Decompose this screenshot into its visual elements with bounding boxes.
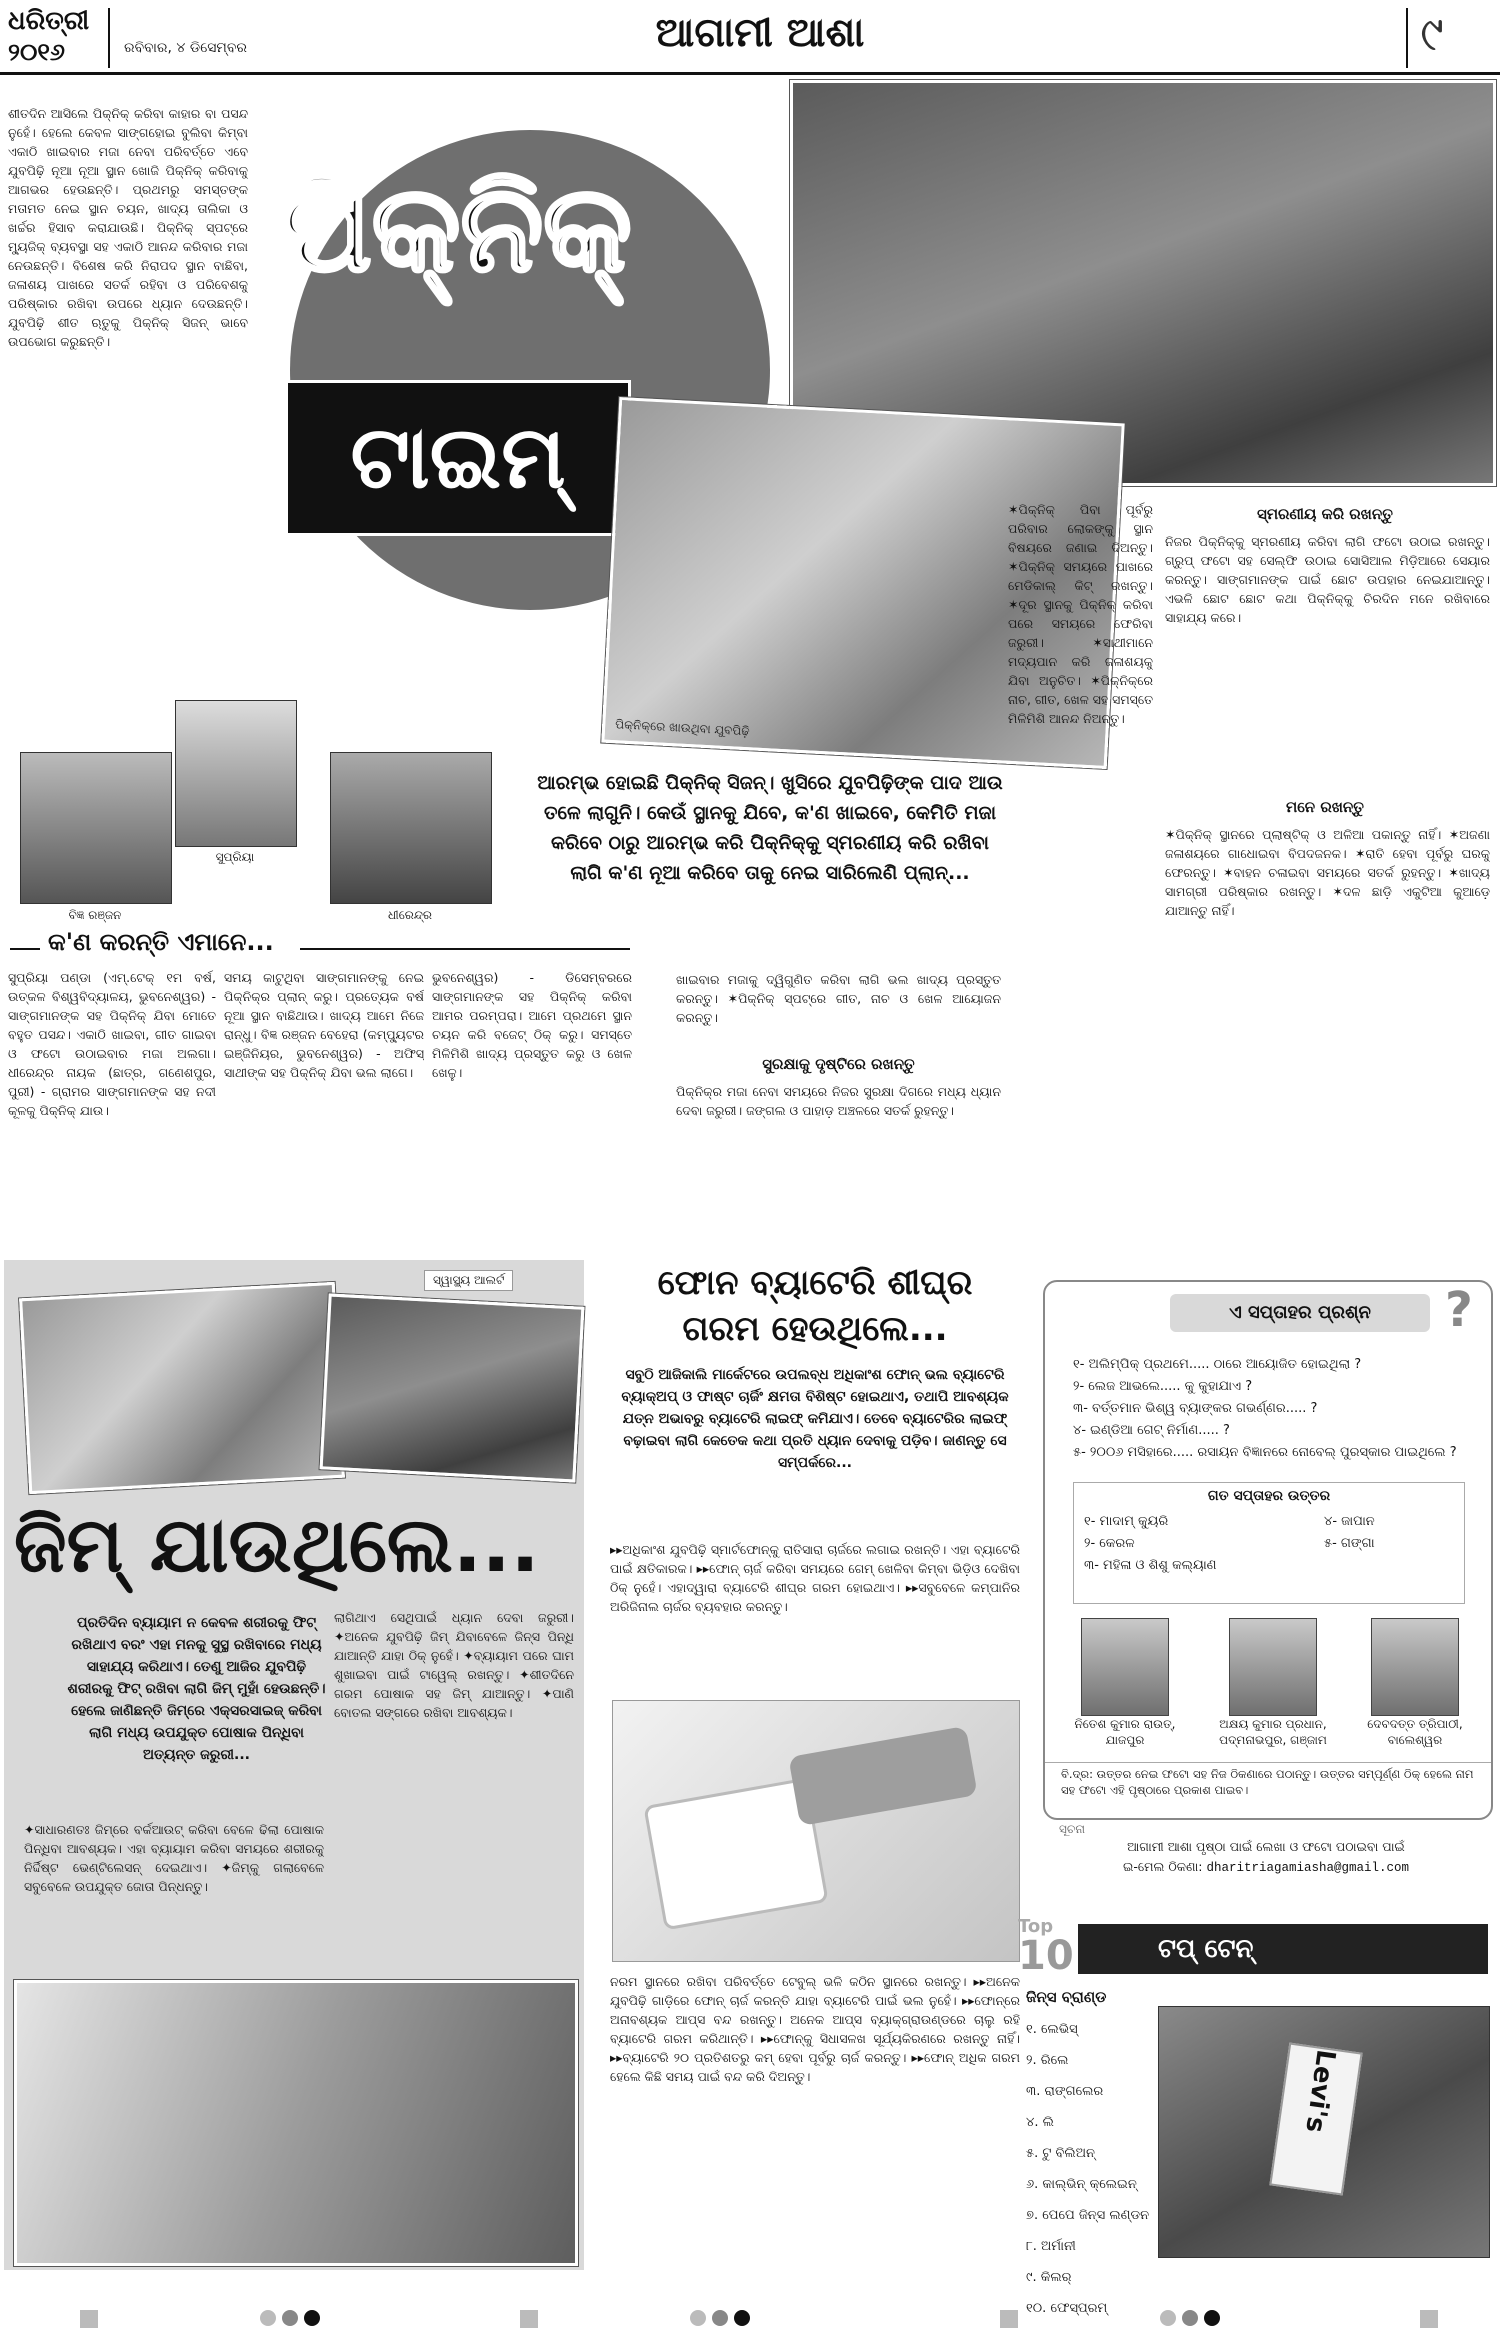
quiz-question: ୫- ୨୦୦୬ ମସିହାରେ..... ରସାୟନ ବିଜ୍ଞାନରେ ନୋବେଲ୍ ପୁରସ୍କାର ପାଇଥିଲେ ?	[1073, 1445, 1457, 1460]
gym-photo-weights	[320, 1293, 585, 1482]
logo-name: ଧରିତ୍ରୀ	[8, 6, 90, 36]
top10-item: ୪. ଲି	[1026, 2115, 1054, 2130]
top10-item: ୧୦. ଫେସ୍‌ପ୍ରମ୍	[1026, 2301, 1108, 2316]
picnic-body-col1: ଶୀତଦିନ ଆସିଲେ ପିକ୍‌ନିକ୍ କରିବା କାହାର ବା ପସନ୍ଦ ନୁହେଁ। ହେଲେ କେବଳ ସାଙ୍ଗହୋଇ ବୁଲିବା କିମ୍ବା ଏକାଠି ଖାଇବାର ମଜା ନେବା ପରିବର୍ତ୍ତେ ଏବେ ଯୁବପିଢ଼ି ନୂଆ ନୂଆ ସ୍ଥାନ ଖୋଜି ପିକ୍‌ନିକ୍ କରିବାକୁ ଆଗଭର ହେଉଛନ୍ତି। ପ୍ରଥମରୁ ସମସ୍ତଙ୍କ ମତାମତ ନେଇ ସ୍ଥାନ ଚୟନ, ଖାଦ୍ୟ ତାଲିକା ଓ ଖର୍ଚ୍ଚର ହିସାବ କରାଯାଉଛି। ପିକ୍‌ନିକ୍ ସ୍ପଟ୍‌ରେ ମ୍ୟୁଜିକ୍ ବ୍ୟବସ୍ଥା ସହ ଏକାଠି ଆନନ୍ଦ କରିବାର ମଜା ନେଉଛନ୍ତି। ବିଶେଷ କରି ନିରାପଦ ସ୍ଥାନ ବାଛିବା, ଜଳାଶୟ ପାଖରେ ସତର୍କ ରହିବା ଓ ପରିବେଶକୁ ପରିଷ୍କାର ରଖିବା ଉପରେ ଧ୍ୟାନ ଦେଉଛନ୍ତି। ଯୁବପିଢ଼ି ଶୀତ ଋତୁକୁ ପିକ୍‌ନିକ୍ ସିଜନ୍ ଭାବେ ଉପଭୋଗ କରୁଛନ୍ତି।	[8, 106, 248, 349]
issue-date: ରବିବାର, ୪ ଡିସେମ୍ବର	[124, 40, 247, 56]
picnic-title-line1: ପିକ୍‌ନିକ୍	[282, 160, 632, 299]
phone-body-top: ▸▸ଅଧିକାଂଶ ଯୁବପିଢ଼ି ସ୍ମାର୍ଟଫୋନ୍‌କୁ ରାତିସାରା ଚାର୍ଜରେ ଲଗାଇ ରଖନ୍ତି। ଏହା ବ୍ୟାଟେରି ପାଇଁ କ୍ଷତିକାରକ। ▸▸ଫୋନ୍ ଚାର୍ଜ କରିବା ସମୟରେ ଗେମ୍ ଖେଳିବା କିମ୍ବା ଭିଡ଼ିଓ ଦେଖିବା ଠିକ୍ ନୁହେଁ। ଏହାଦ୍ୱାରା ବ୍ୟାଟେରି ଶୀଘ୍ର ଗରମ ହୋଇଥାଏ। ▸▸ସବୁବେଳେ କମ୍ପାନିର ଅରିଜିନାଲ ଚାର୍ଜର ବ୍ୟବହାର କରନ୍ତୁ।	[610, 1542, 1020, 1614]
phone-charger-photo	[612, 1700, 1020, 1962]
profiles-body-col4b: ପିକ୍‌ନିକ୍‌ର ମଜା ନେବା ସମୟରେ ନିଜର ସୁରକ୍ଷା ଦିଗରେ ମଧ୍ୟ ଧ୍ୟାନ ଦେବା ଜରୁରୀ। ଜଙ୍ଗଲ ଓ ପାହାଡ଼ ଅଞ୍ଚଳରେ ସତର୍କ ରୁହନ୍ତୁ।	[676, 1084, 1001, 1118]
levis-tag	[1269, 2043, 1362, 2196]
page-number: ୯	[1420, 6, 1444, 62]
quiz-panel	[1043, 1280, 1493, 1820]
email-address[interactable]: dharitriagamiasha@gmail.com	[1206, 1861, 1409, 1875]
logo-year: ୨୦୧୬	[8, 38, 65, 66]
winner-place: ଯାଜପୁର	[1105, 1733, 1145, 1747]
profile-name-2: ସୁପ୍ରିୟା	[215, 850, 255, 864]
top10-badge-num: 10	[1018, 1933, 1074, 1979]
question-mark-icon: ?	[1445, 1282, 1473, 1338]
picnic-body-col4: ✶ପିକ୍‌ନିକ୍ ସ୍ଥାନରେ ପ୍ଲାଷ୍ଟିକ୍ ଓ ଅଳିଆ ପକାନ୍ତୁ ନାହିଁ। ✶ଅଜଣା ଜଳାଶୟରେ ଗାଧୋଇବା ବିପଦଜନକ। ✶ରାତି ହେବା ପୂର୍ବରୁ ଘରକୁ ଫେରନ୍ତୁ। ✶ବାହନ ଚଳାଇବା ସମୟରେ ସତର୍କ ରୁହନ୍ତୁ। ✶ଖାଦ୍ୟ ସାମଗ୍ରୀ ପରିଷ୍କାର ରଖନ୍ତୁ। ✶ଦଳ ଛାଡ଼ି ଏକୁଟିଆ କୁଆଡ଼େ ଯାଆନ୍ତୁ ନାହିଁ।	[1165, 827, 1490, 918]
top10-item: ୮. ଅର୍ମାନୀ	[1026, 2239, 1076, 2254]
winner-1	[1065, 1618, 1185, 1748]
gym-body-col2: ଲାଗିଥାଏ ସେଥିପାଇଁ ଧ୍ୟାନ ଦେବା ଜରୁରୀ। ✦ଅନେକ ଯୁବପିଢ଼ି ଜିମ୍ ଯିବାବେଳେ ଜିନ୍ସ ପିନ୍ଧି ଯାଆନ୍ତି ଯାହା ଠିକ୍ ନୁହେଁ। ✦ବ୍ୟାୟାମ ପରେ ଘାମ ଶୁଖାଇବା ପାଇଁ ଟାୱେଲ୍ ରଖନ୍ତୁ। ✦ଶୀତଦିନେ ଗରମ ପୋଷାକ ସହ ଜିମ୍ ଯାଆନ୍ତୁ। ✦ପାଣି ବୋତଲ ସଙ୍ଗରେ ରଖିବା ଆବଶ୍ୟକ।	[334, 1610, 574, 1720]
subhead-mind: ମନେ ରଖନ୍ତୁ	[1286, 798, 1364, 816]
winner-3	[1355, 1618, 1475, 1748]
top10-title-bar	[1078, 1924, 1488, 1974]
answers-title: ଗତ ସପ୍ତାହର ଉତ୍ତର	[1207, 1488, 1331, 1504]
gym-intro: ପ୍ରତିଦିନ ବ୍ୟାୟାମ ନ କେବଳ ଶରୀରକୁ ଫିଟ୍ ରଖିଥାଏ ବରଂ ଏହା ମନକୁ ସୁସ୍ଥ ରଖିବାରେ ମଧ୍ୟ ସାହାଯ୍ୟ କରିଥାଏ। ତେଣୁ ଆଜିର ଯୁବପିଢ଼ି ଶରୀରକୁ ଫିଟ୍ ରଖିବା ଲାଗି ଜିମ୍ ମୁହାଁ ହେଉଛନ୍ତି। ହେଲେ ଜାଣିଛନ୍ତି ଜିମ୍‌ରେ ଏକ୍ସରସାଇଜ୍ କରିବା ଲାଗି ମଧ୍ୟ ଉପଯୁକ୍ତ ପୋଷାକ ପିନ୍ଧିବା ଅତ୍ୟନ୍ତ ଜରୁରୀ...	[67, 1615, 326, 1763]
profiles-section	[0, 700, 1008, 1230]
profiles-body-col1: ସୁପ୍ରିୟା ପଣ୍ଡା (ଏମ୍.ଟେକ୍ ୧ମ ବର୍ଷ, ଉତ୍କଳ ବିଶ୍ୱବିଦ୍ୟାଳୟ, ଭୁବନେଶ୍ୱର) - ସାଙ୍ଗମାନଙ୍କ ସହ ପିକ୍‌ନିକ୍ ଯିବା ମୋତେ ବହୁତ ପସନ୍ଦ। ଏକାଠି ଖାଇବା, ଗୀତ ଗାଇବା ଓ ଫଟୋ ଉଠାଇବାର ମଜା ଅଲଗା। ଧୀରେନ୍ଦ୍ର ନାୟକ (ଛାତ୍ର, ଗଣେଶପୁର, ପୁରୀ) - ଗ୍ରାମର ସାଙ୍ଗମାନଙ୍କ ସହ ନଦୀ କୂଳକୁ ପିକ୍‌ନିକ୍ ଯାଉ।	[8, 970, 216, 1118]
top10-item: ୯. କିଲର୍	[1026, 2270, 1072, 2285]
answer-line: ୧- ମାଦାମ୍ କ୍ୟୁରି	[1084, 1514, 1169, 1529]
subhead-memorable: ସ୍ମରଣୀୟ କରି ରଖନ୍ତୁ	[1257, 505, 1393, 523]
gym-body-col1: ✦ସାଧାରଣତଃ ଜିମ୍‌ରେ ବର୍କଆଉଟ୍ କରିବା ବେଳେ ଢିଲା ପୋଷାକ ପିନ୍ଧିବା ଆବଶ୍ୟକ। ଏହା ବ୍ୟାୟାମ କରିବା ସମୟରେ ଶରୀରକୁ ନିର୍ଦ୍ଦିଷ୍ଟ ଭେଣ୍ଟିଲେସନ୍ ଦେଇଥାଏ। ✦ଜିମ୍‌କୁ ଗଲାବେଳେ ସବୁବେଳେ ଉପଯୁକ୍ତ ଜୋତା ପିନ୍ଧନ୍ତୁ।	[24, 1822, 324, 1894]
levis-logo: Levi's	[1299, 2047, 1341, 2135]
winner-name: ଦେବଦତ୍ତ ତ୍ରିପାଠୀ,	[1367, 1717, 1463, 1731]
jeans-photo	[1158, 2006, 1490, 2258]
quiz-question: ୨- ଲେଜ ଆଭଲେ..... କୁ କୁହାଯାଏ ?	[1073, 1379, 1253, 1394]
quiz-question: ୧- ଅଲିମ୍ପିକ୍ ପ୍ରଥମେ..... ଠାରେ ଆୟୋଜିତ ହୋଇଥିଲା ?	[1073, 1357, 1362, 1372]
profile-name-1: ବିଜ୍ଞ ରଞ୍ଜନ	[68, 908, 122, 922]
winner-photo	[1371, 1618, 1459, 1716]
profile-photo-1	[20, 752, 172, 904]
quiz-title: ଏ ସପ୍ତାହର ପ୍ରଶ୍ନ	[1229, 1302, 1371, 1323]
picnic-body-col2: ✶ପିକ୍‌ନିକ୍ ପିବା ପୂର୍ବରୁ ପରିବାର ଲୋକଙ୍କୁ ସ୍ଥାନ ବିଷୟରେ ଜଣାଇ ଦିଅନ୍ତୁ। ✶ପିକ୍‌ନିକ୍ ସମୟରେ ପାଖରେ ମେଡିକାଲ୍ କିଟ୍ ରଖନ୍ତୁ। ✶ଦୂର ସ୍ଥାନକୁ ପିକ୍‌ନିକ୍ କରିବା ପରେ ସମୟରେ ଫେରିବା ଜରୁରୀ। ✶ସାଥୀମାନେ ମଦ୍ୟପାନ କରି ଜଳାଶୟକୁ ଯିବା ଅନୁଚିତ। ✶ପିକ୍‌ନିକ୍‌ରେ ନାଚ, ଗୀତ, ଖେଳ ସହ ସମସ୍ତେ ମିଳିମିଶି ଆନନ୍ଦ ନିଅନ୍ତୁ।	[1008, 502, 1153, 726]
quiz-title-tab	[1170, 1294, 1430, 1332]
picnic-meal-photo-alt: ପିକ୍‌ନିକ୍‌ରେ ଖାଉଥିବା ଯୁବପିଢ଼ି	[614, 717, 750, 739]
winner-place: ପଦ୍ମନାଭପୁର, ଗଞ୍ଜାମ	[1219, 1733, 1327, 1747]
profiles-body-col4: ଖାଇବାର ମଜାକୁ ଦ୍ୱିଗୁଣିତ କରିବା ଲାଗି ଭଲ ଖାଦ୍ୟ ପ୍ରସ୍ତୁତ କରନ୍ତୁ। ✶ପିକ୍‌ନିକ୍ ସ୍ପଟ୍‌ରେ ଗୀତ, ନାଚ ଓ ଖେଳ ଆୟୋଜନ କରନ୍ତୁ।	[676, 972, 1001, 1025]
winner-name: ନିତେଶ କୁମାର ରାଉତ୍,	[1074, 1717, 1176, 1731]
subhead-safety: ସୁରକ୍ଷାକୁ ଦୃଷ୍ଟିରେ ରଖନ୍ତୁ	[762, 1055, 915, 1073]
email-label: ଇ-ମେଲ ଠିକଣା:	[1123, 1859, 1203, 1874]
winner-photo	[1229, 1618, 1317, 1716]
picnic-body-col3: ନିଜର ପିକ୍‌ନିକ୍‌କୁ ସ୍ମରଣୀୟ କରିବା ଲାଗି ଫଟୋ ଉଠାଇ ରଖନ୍ତୁ। ଗ୍ରୁପ୍ ଫଟୋ ସହ ସେଲ୍‌ଫି ଉଠାଇ ସୋସିଆଲ ମିଡ଼ିଆରେ ସେୟାର କରନ୍ତୁ। ସାଙ୍ଗମାନଙ୍କ ପାଇଁ ଛୋଟ ଉପହାର ନେଇଯାଆନ୍ତୁ। ଏଭଳି ଛୋଟ ଛୋଟ କଥା ପିକ୍‌ନିକ୍‌କୁ ଚିରଦିନ ମନେ ରଖିବାରେ ସାହାଯ୍ୟ କରେ।	[1165, 534, 1490, 625]
gym-kicker: ସ୍ୱାସ୍ଥ୍ୟ ଆଲର୍ଟ	[424, 1270, 513, 1291]
gym-photo-situp	[14, 1980, 578, 2266]
top10-category: ଜିନ୍ସ ବ୍ରାଣ୍ଡ	[1026, 1988, 1107, 2006]
top10-item: ୭. ପେପେ ଜିନ୍ସ ଲଣ୍ଡନ	[1026, 2208, 1150, 2223]
phone-headline-line2: ଗରମ ହେଉଥିଲେ...	[682, 1309, 948, 1349]
section-title: ଆଗାମୀ ଆଶା	[655, 10, 865, 56]
contact-label: ସୂଚନା	[1059, 1822, 1086, 1836]
phone-intro: ସବୁଠି ଆଜିକାଲି ମାର୍କେଟରେ ଉପଲବ୍ଧ ଅଧିକାଂଶ ଫୋନ୍ ଭଲ ବ୍ୟାଟେରି ବ୍ୟାକ୍‌ଅପ୍ ଓ ଫାଷ୍ଟ ଚାର୍ଜିଂ କ୍ଷମତା ବିଶିଷ୍ଟ ହୋଇଥାଏ, ତଥାପି ଆବଶ୍ୟକ ଯତ୍ନ ଅଭାବରୁ ବ୍ୟାଟେରି ଲାଇଫ୍ କମିଯାଏ। ତେବେ ବ୍ୟାଟେରିର ଲାଇଫ୍ ବଢ଼ାଇବା ଲାଗି କେତେକ କଥା ପ୍ରତି ଧ୍ୟାନ ଦେବାକୁ ପଡ଼ିବ। ଜାଣନ୍ତୁ ସେ ସମ୍ପର୍କରେ...	[621, 1367, 1009, 1471]
answer-line: ୫- ଗଙ୍ଗା	[1324, 1536, 1375, 1551]
gym-headline: ଜିମ୍ ଯାଉଥିଲେ...	[14, 1500, 540, 1589]
top10-item: ୩. ରାଙ୍ଗଲେର	[1026, 2084, 1104, 2099]
picnic-title-line2: ଟାଇମ୍	[350, 408, 566, 508]
gym-section	[4, 1260, 584, 2270]
profile-name-3: ଧୀରେନ୍ଦ୍ର	[388, 908, 432, 922]
picnic-title-box	[285, 380, 631, 536]
winner-place: ବାଲେଶ୍ୱର	[1387, 1733, 1443, 1747]
answer-line: ୨- କେରଳ	[1084, 1536, 1135, 1551]
winner-photo	[1081, 1618, 1169, 1716]
phone-headline-line1: ଫୋନ ବ୍ୟାଟେରି ଶୀଘ୍ର	[657, 1263, 973, 1303]
profiles-body-col3: ଭୁବନେଶ୍ୱର) - ଡିସେମ୍ବରରେ ସାଙ୍ଗମାନଙ୍କ ସହ ପିକ୍‌ନିକ୍ କରିବା ଆମର ପରମ୍ପରା। ଆମେ ପ୍ରଥମେ ସ୍ଥାନ ଚୟନ କରି ବଜେଟ୍ ଠିକ୍ କରୁ। ସମସ୍ତେ ମିଳିମିଶି ଖାଦ୍ୟ ପ୍ରସ୍ତୁତ କରୁ ଓ ଖେଳ ଖେଳୁ।	[432, 970, 632, 1080]
footer-strip	[0, 2300, 1500, 2334]
quiz-questions	[1073, 1354, 1473, 1464]
profiles-body-col2: ସମୟ କାଟୁଥିବା ସାଙ୍ଗମାନଙ୍କୁ ନେଇ ପିକ୍‌ନିକ୍‌ର ପ୍ଲାନ୍ କରୁ। ପ୍ରତ୍ୟେକ ବର୍ଷ ନୂଆ ସ୍ଥାନ ବାଛିଥାଉ। ଖାଦ୍ୟ ଆମେ ନିଜେ ରାନ୍ଧୁ। ବିଜ୍ଞ ରଞ୍ଜନ ବେହେରା (କମ୍ପ୍ୟୁଟର ଇଞ୍ଜିନିୟର, ଭୁବନେଶ୍ୱର) - ଅଫିସ୍ ସାଥୀଙ୍କ ସହ ପିକ୍‌ନିକ୍ ଯିବା ଭଲ ଲାଗେ।	[224, 970, 424, 1080]
answers-box	[1073, 1482, 1465, 1604]
gym-photo-pushup	[19, 1282, 345, 1494]
top10-badge-top: Top	[1018, 1916, 1054, 1937]
profiles-heading: କ'ଣ କରନ୍ତି ଏମାନେ...	[40, 928, 282, 956]
top10-title: ଟପ୍ ଟେନ୍	[1158, 1934, 1254, 1964]
masthead	[0, 0, 1500, 74]
quiz-note: ବି.ଦ୍ର: ଉତ୍ତର ନେଇ ଫଟୋ ସହ ନିଜ ଠିକଣାରେ ପଠାନ୍ତୁ। ଉତ୍ତର ସମ୍ପୂର୍ଣ୍ଣ ଠିକ୍ ହେଲେ ନାମ ସହ ଫଟୋ ଏହି ପୃଷ୍ଠାରେ ପ୍ରକାଶ ପାଇବ।	[1061, 1767, 1474, 1797]
winner-name: ଅକ୍ଷୟ କୁମାର ପ୍ରଧାନ,	[1219, 1717, 1327, 1731]
quiz-contact	[1043, 1822, 1489, 1902]
top10-item: ୫. ଟୁ ବିଲିଅନ୍	[1026, 2146, 1095, 2161]
phone-section	[600, 1260, 1030, 2270]
answer-line: ୪- ଜାପାନ	[1324, 1514, 1375, 1529]
phone-body-bottom: ନରମ ସ୍ଥାନରେ ରଖିବା ପରିବର୍ତ୍ତେ ଟେବୁଲ୍ ଭଳି କଠିନ ସ୍ଥାନରେ ରଖନ୍ତୁ। ▸▸ଅନେକ ଯୁବପିଢ଼ି ଗାଡ଼ିରେ ଫୋନ୍ ଚାର୍ଜ କରନ୍ତି ଯାହା ବ୍ୟାଟେରି ପାଇଁ ଭଲ ନୁହେଁ। ▸▸ଫୋନ୍‌ରେ ଅନାବଶ୍ୟକ ଆପ୍ସ ବନ୍ଦ ରଖନ୍ତୁ। ଅନେକ ଆପ୍ସ ବ୍ୟାକ୍‌ଗ୍ରାଉଣ୍ଡରେ ଚାଲୁ ରହି ବ୍ୟାଟେରି ଗରମ କରିଥାନ୍ତି। ▸▸ଫୋନ୍‌କୁ ସିଧାସଳଖ ସୂର୍ଯ୍ୟକିରଣରେ ରଖନ୍ତୁ ନାହିଁ। ▸▸ବ୍ୟାଟେରି ୨୦ ପ୍ରତିଶତରୁ କମ୍ ହେବା ପୂର୍ବରୁ ଚାର୍ଜ କରନ୍ତୁ। ▸▸ଫୋନ୍ ଅଧିକ ଗରମ ହେଲେ କିଛି ସମୟ ପାଇଁ ବନ୍ଦ କରି ଦିଅନ୍ତୁ।	[610, 1974, 1020, 2084]
answer-line: ୩- ମହିଳା ଓ ଶିଶୁ କଲ୍ୟାଣ	[1084, 1558, 1217, 1573]
top10-item: ୧. ଲେଭିସ୍	[1026, 2022, 1078, 2037]
masthead-logo	[8, 4, 116, 70]
top10-item: ୨. ରିଲେ	[1026, 2053, 1069, 2068]
winner-2	[1203, 1618, 1343, 1748]
top10-section	[1018, 1916, 1496, 2316]
contact-line: ଆଗାମୀ ଆଶା ପୃଷ୍ଠା ପାଇଁ ଲେଖା ଓ ଫଟୋ ପଠାଇବା ପାଇଁ	[1127, 1839, 1405, 1854]
profile-photo-3	[330, 752, 492, 904]
quiz-question: ୩- ବର୍ତ୍ତମାନ ଭିଶ୍ୱ ବ୍ୟାଙ୍କର ଗଭର୍ଣ୍ଣର..... ?	[1073, 1401, 1318, 1416]
quiz-question: ୪- ଇଣ୍ଡିଆ ଗେଟ୍ ନିର୍ମାଣ..... ?	[1073, 1423, 1230, 1438]
top10-item: ୬. କାଲ୍‌ଭିନ୍ କ୍ଲେଇନ୍	[1026, 2177, 1137, 2192]
profile-photo-2	[175, 700, 297, 847]
picnic-lead: ଆରମ୍ଭ ହୋଇଛି ପିକ୍‌ନିକ୍ ସିଜନ୍। ଖୁସିରେ ଯୁବପିଢ଼ିଙ୍କ ପାଦ ଆଉ ତଳେ ଲାଗୁନି। କେଉଁ ସ୍ଥାନକୁ ଯିବେ, କ'ଣ ଖାଇବେ, କେମିତି ମଜା କରିବେ ଠାରୁ ଆରମ୍ଭ କରି ପିକ୍‌ନିକ୍‌କୁ ସ୍ମରଣୀୟ କରି ରଖିବା ଲାଗି କ'ଣ ନୂଆ କରିବେ ତାକୁ ନେଇ ସାରିଲେଣି ପ୍ଲାନ୍‌...	[537, 772, 1003, 884]
